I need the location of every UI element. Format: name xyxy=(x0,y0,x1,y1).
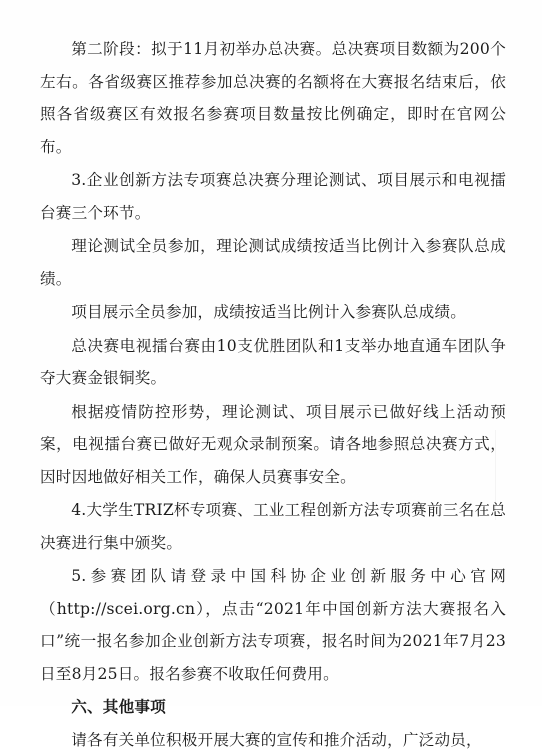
paragraph-item-3: 3.企业创新方法专项赛总决赛分理论测试、项目展示和电视擂台赛三个环节。 xyxy=(40,164,506,229)
paragraph-epidemic-plan: 根据疫情防控形势，理论测试、项目展示已做好线上活动预案，电视擂台赛已做好无观众录制预案。请各地参照总决赛方式，因时因地做好相关工作，确保人员赛事安全。 xyxy=(40,396,506,494)
paragraph-item-4: 4.大学生TRIZ杯专项赛、工业工程创新方法专项赛前三名在总决赛进行集中颁奖。 xyxy=(40,494,506,559)
paragraph-item-5: 5.参赛团队请登录中国科协企业创新服务中心官网（http://scei.org.cn），点击“2021年中国创新方法大赛报名入口”统一报名参加企业创新方法专项赛，报名时间为2021年7月23日至8月25日。报名参赛不收取任何费用。 xyxy=(40,560,506,690)
paragraph-stage-two: 第二阶段：拟于11月初举办总决赛。总决赛项目数额为200个左右。各省级赛区推荐参加总决赛的名额将在大赛报名结束后，依照各省级赛区有效报名参赛项目数量按比例确定，即时在官网公布。 xyxy=(40,33,506,163)
paragraph-closing: 请各有关单位积极开展大赛的宣传和推介活动，广泛动员， xyxy=(40,724,506,756)
section-heading-other-matters: 六、其他事项 xyxy=(40,691,506,724)
paragraph-tv-arena: 总决赛电视擂台赛由10支优胜团队和1支举办地直通车团队争夺大赛金银铜奖。 xyxy=(40,330,506,395)
paragraph-project-display: 项目展示全员参加，成绩按适当比例计入参赛队总成绩。 xyxy=(40,296,506,329)
paragraph-theory-test: 理论测试全员参加，理论测试成绩按适当比例计入参赛队总成绩。 xyxy=(40,230,506,295)
page-edge-shadow xyxy=(495,430,536,520)
